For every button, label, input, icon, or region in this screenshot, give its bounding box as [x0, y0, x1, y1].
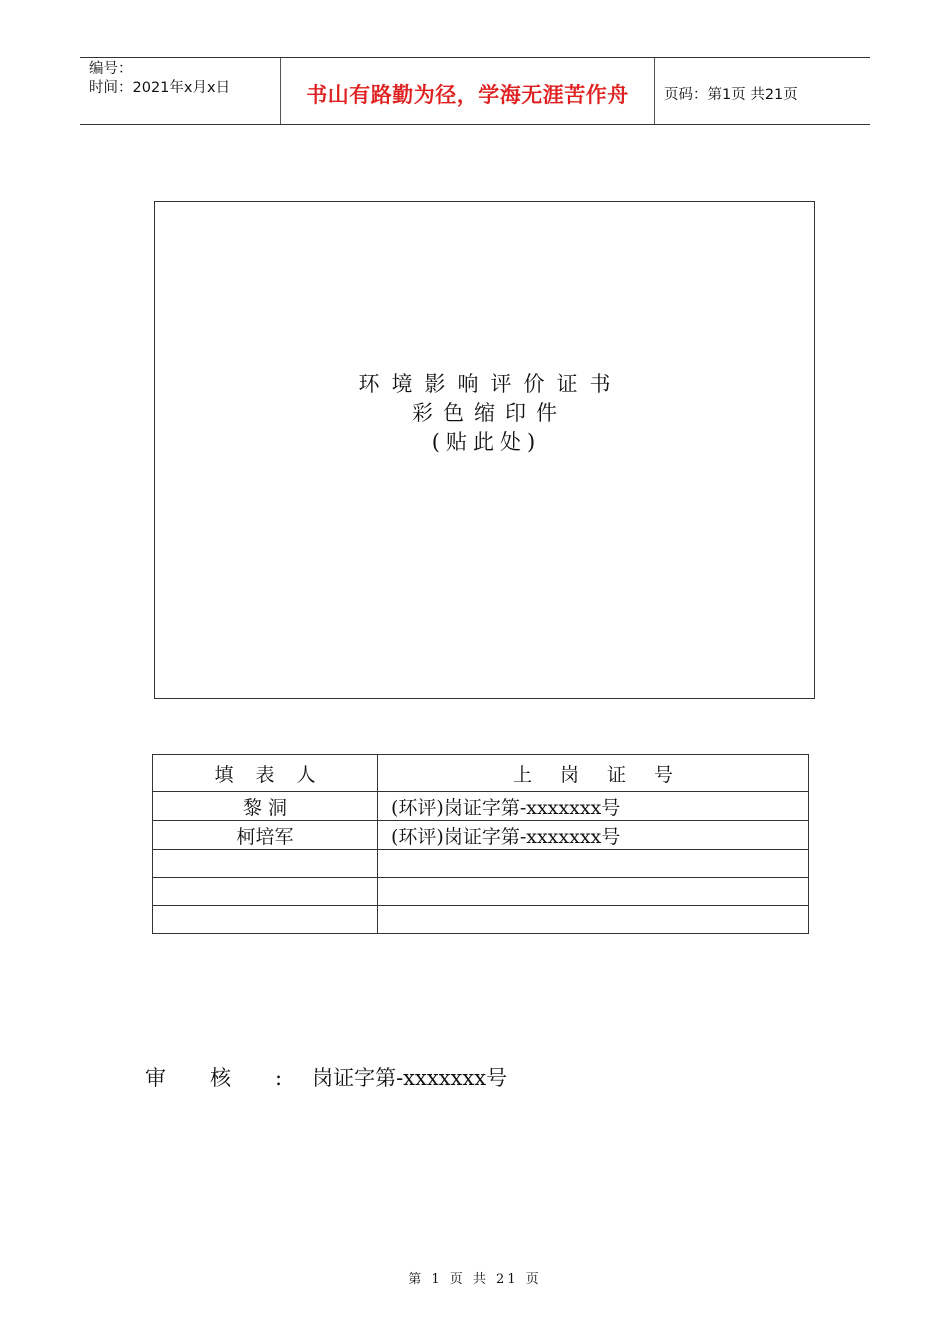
- certificate-paste-hint: (贴此处): [431, 430, 542, 454]
- cert-number-cell: [378, 906, 809, 934]
- page-info: 页码：第1页 共21页: [664, 87, 798, 103]
- header-meta-cell: [80, 58, 281, 124]
- table-row: [153, 792, 809, 821]
- filler-name-cell: [153, 906, 378, 934]
- reviewer-line: [145, 1062, 507, 1092]
- filler-name-cell: 黎 洞: [153, 792, 378, 821]
- cert-number-cell: (环评)岗证字第-xxxxxxx号: [378, 821, 809, 850]
- table-row: [153, 850, 809, 878]
- filler-name-cell: [153, 878, 378, 906]
- header-cert-number: 上岗证号: [512, 763, 701, 786]
- header-motto-cell: [281, 58, 655, 124]
- header-page-cell: [655, 58, 870, 124]
- table-row: [153, 821, 809, 850]
- filler-name-cell: 柯培军: [153, 821, 378, 850]
- certificate-title: 环境影响评价证书: [358, 372, 623, 396]
- serial-number-label: 编号：: [89, 61, 133, 77]
- cert-number-cell: [378, 878, 809, 906]
- date-line: 时间：2021年x月x日: [89, 80, 231, 96]
- cert-number-cell: (环评)岗证字第-xxxxxxx号: [378, 792, 809, 821]
- header-filler-cell: [153, 755, 378, 792]
- header-filler: 填表人: [214, 763, 338, 786]
- certificate-placeholder-text: [155, 370, 814, 457]
- certificate-placeholder-box: [154, 201, 815, 699]
- document-header: [80, 57, 870, 125]
- filler-name-cell: [153, 850, 378, 878]
- table-row: [153, 878, 809, 906]
- table-header-row: [153, 755, 809, 792]
- certificate-subtitle: 彩色缩印件: [412, 401, 567, 425]
- reviewer-label: 审核:: [145, 1066, 327, 1090]
- page-footer: 第 1 页 共 21 页: [408, 1272, 542, 1287]
- cert-number-cell: [378, 850, 809, 878]
- reviewer-cert-number: 岗证字第-xxxxxxx号: [312, 1066, 508, 1090]
- staff-table: [152, 754, 809, 934]
- header-cert-cell: [378, 755, 809, 792]
- motto-text: 书山有路勤为径，学海无涯苦作舟: [306, 83, 629, 107]
- table-row: [153, 906, 809, 934]
